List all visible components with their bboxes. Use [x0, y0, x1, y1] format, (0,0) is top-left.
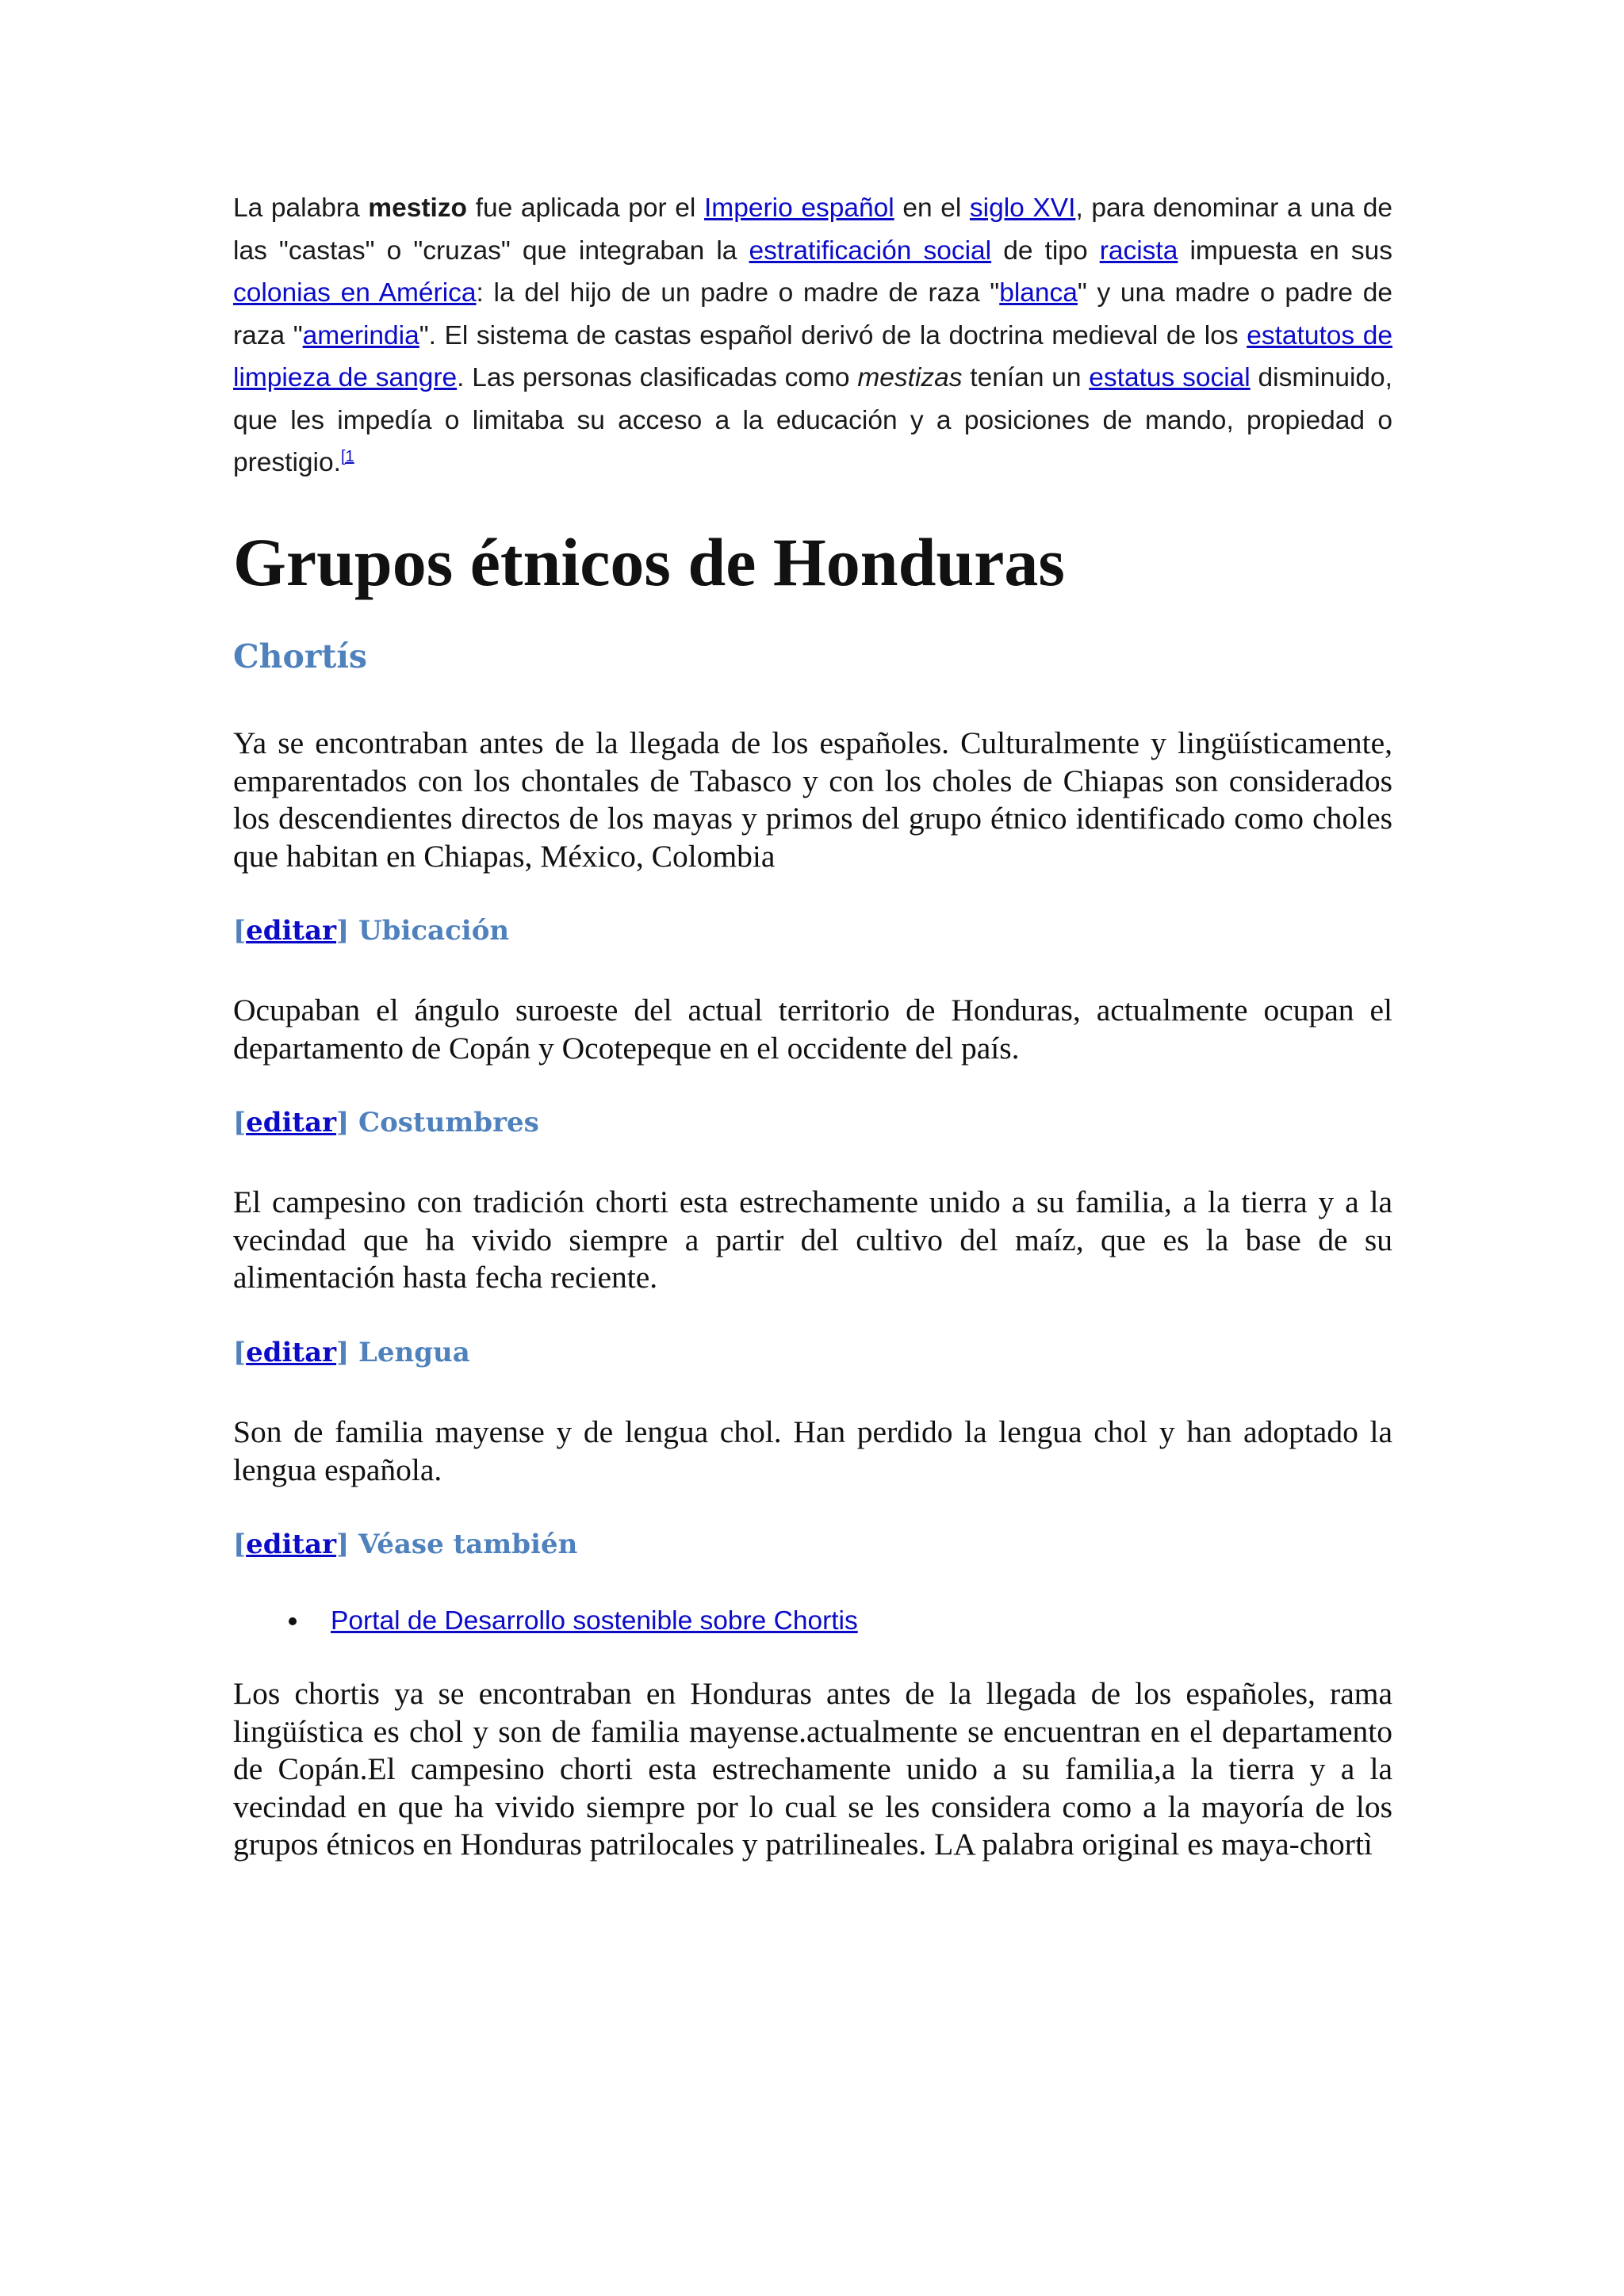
document-page: [233, 187, 1392, 1862]
intro-paragraph: [233, 187, 1392, 484]
link-estratificacion-social[interactable]: estratificación social: [749, 235, 992, 266]
reference-note: [341, 448, 354, 465]
subheading-lengua: [233, 1337, 470, 1368]
bracket-close: ]: [336, 1337, 350, 1368]
list-item: [233, 1606, 858, 1636]
link-imperio-espanol[interactable]: Imperio español: [704, 193, 894, 223]
link-racista[interactable]: racista: [1099, 235, 1178, 266]
link-amerindia[interactable]: amerindia: [302, 320, 419, 350]
edit-link[interactable]: editar: [246, 1337, 337, 1368]
intro-text: ". El sistema de castas español derivó de la doctrina medieval de los: [419, 320, 1247, 350]
link-estatutos-limpieza-sangre[interactable]: estatutos de limpieza de sangre: [233, 320, 1392, 392]
edit-link[interactable]: editar: [246, 1107, 337, 1138]
paragraph-lengua: Son de familia mayense y de lengua chol. Han perdido la lengua chol y han adoptado la lengua española.: [233, 1414, 1392, 1487]
term-mestizas: mestizas: [857, 363, 963, 392]
subheading-label: Costumbres: [358, 1107, 539, 1138]
section-heading-chortis: Chortís: [233, 637, 367, 675]
bracket-open: [: [233, 1107, 247, 1138]
subheading-costumbres: [233, 1107, 539, 1138]
paragraph-ubicacion: Ocupaban el ángulo suroeste del actual territorio de Honduras, actualmente ocupan el departamento de Copán y Ocotepeque en el occidente del país.: [233, 993, 1392, 1066]
intro-text: " y una madre o padre de raza ": [233, 278, 1392, 350]
intro-text: fue aplicada por el: [467, 193, 704, 223]
intro-text: La palabra: [233, 193, 369, 223]
bracket-close: ]: [336, 1529, 350, 1560]
bracket-open: [: [233, 1529, 247, 1560]
bracket-open: [: [233, 915, 247, 947]
bracket-close: ]: [336, 915, 350, 947]
intro-text: tenían un: [962, 363, 1090, 392]
link-colonias-en-america[interactable]: colonias en América: [233, 278, 477, 308]
subheading-label: Ubicación: [358, 915, 510, 947]
subheading-label: Lengua: [358, 1337, 470, 1368]
bullet-icon: [289, 1617, 297, 1625]
link-siglo-xvi[interactable]: siglo XVI: [969, 193, 1076, 223]
edit-link[interactable]: editar: [246, 915, 337, 947]
intro-text: en el: [894, 193, 970, 223]
intro-text: de tipo: [991, 235, 1100, 266]
page-title: Grupos étnicos de Honduras: [233, 524, 1065, 600]
link-portal-desarrollo-sostenible[interactable]: Portal de Desarrollo sostenible sobre Chortis: [331, 1606, 858, 1636]
subheading-label: Véase también: [358, 1529, 578, 1560]
intro-text: impuesta en sus: [1178, 235, 1392, 266]
subheading-vease-tambien: [233, 1529, 577, 1560]
see-also-list: [233, 1606, 858, 1636]
term-mestizo: mestizo: [368, 193, 468, 223]
bracket-open: [: [233, 1337, 247, 1368]
link-blanca[interactable]: blanca: [999, 278, 1078, 308]
subheading-ubicacion: [233, 915, 509, 947]
intro-text: , para denominar a una de las "castas" o "cruzas" que integraban la: [233, 193, 1392, 266]
paragraph-chortis: Ya se encontraban antes de la llegada de los españoles. Culturalmente y lingüísticamente, emparentados con los chontales de Tabasco y con los choles de Chiapas son considerados los descendientes directos de los mayas y primos del grupo étnico identificado como choles que habitan en Chiapas, México, Colombia: [233, 725, 1392, 874]
intro-text: disminuido, que les impedía o limitaba su acceso a la educación y a posiciones de mando, propiedad o prestigio.: [233, 363, 1392, 477]
intro-text: : la del hijo de un padre o madre de raza ": [476, 278, 1000, 308]
paragraph-final: Los chortis ya se encontraban en Honduras antes de la llegada de los españoles, rama lingüística es chol y son de familia mayense.actualmente se encuentran en el departamento de Copán.El campesino chorti esta estrechamente unido a su familia,a la tierra y a la vecindad en que ha vivido siempre por lo cual se les considera como a la mayoría de los grupos étnicos en Honduras patrilocales y patrilineales. LA palabra original es maya-chortì: [233, 1676, 1392, 1862]
bracket-close: ]: [336, 1107, 350, 1138]
intro-text: . Las personas clasificadas como: [457, 363, 858, 392]
link-estatus-social[interactable]: estatus social: [1089, 363, 1251, 392]
paragraph-costumbres: El campesino con tradición chorti esta estrechamente unido a su familia, a la tierra y a la vecindad que ha vivido siempre a partir del cultivo del maíz, que es la base de su alimentación hasta fecha reciente.: [233, 1184, 1392, 1295]
edit-link[interactable]: editar: [246, 1529, 337, 1560]
reference-link[interactable]: [1: [340, 447, 354, 465]
